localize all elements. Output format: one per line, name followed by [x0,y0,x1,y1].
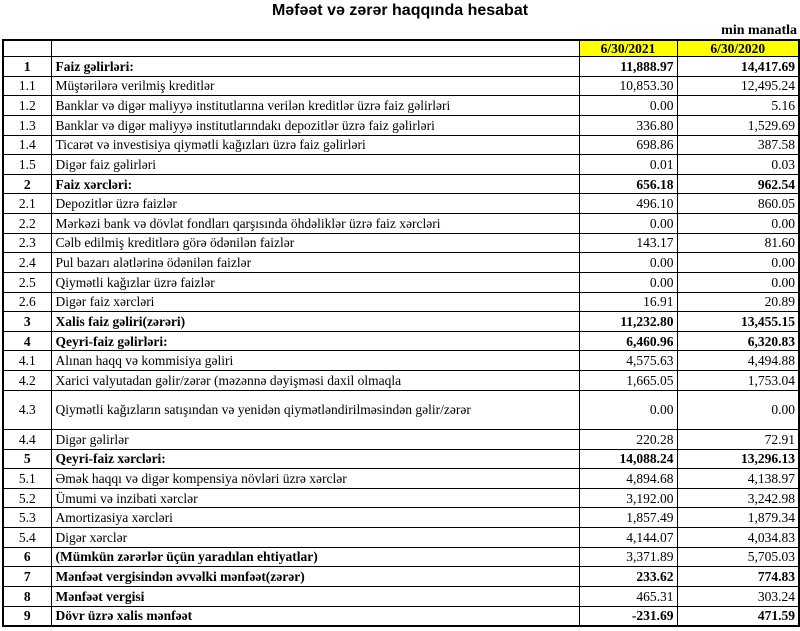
row-number-cell: 3 [3,312,51,332]
row-value-2020-cell: 303.24 [677,586,799,606]
row-label-cell: Qiymətli kağızların satışından və yenidən qiymətləndirilməsindən gəlir/zərər [51,390,579,429]
row-label-cell: Ümumi və inzibati xərclər [51,488,579,508]
row-value-2020-cell: 81.60 [677,233,799,253]
row-value-2021-cell: 4,144.07 [579,528,677,548]
row-label-cell: Cəlb edilmiş kreditlərə görə ödənilən faizlər [51,233,579,253]
row-label-cell: Pul bazarı alətlərinə ödənilən faizlər [51,253,579,273]
row-value-2020-cell: 14,417.69 [677,57,799,77]
row-number-cell: 1.4 [3,135,51,155]
row-value-2020-cell: 774.83 [677,567,799,587]
row-value-2020-cell: 0.00 [677,272,799,292]
row-value-2020-cell: 0.00 [677,214,799,234]
table-row [3,174,799,194]
row-value-2020-cell: 471.59 [677,606,799,626]
unit-note: min manatla [721,23,797,38]
table-row [3,155,799,175]
row-number-cell: 2 [3,174,51,194]
row-value-2021-cell: 4,894.68 [579,469,677,489]
row-label-cell: Digər gəlirlər [51,429,579,449]
table-row [3,233,799,253]
row-label-cell: Alınan haqq və kommisiya gəliri [51,351,579,371]
row-number-cell: 5.4 [3,528,51,548]
table-row [3,567,799,587]
row-label-cell: Digər faiz gəlirləri [51,155,579,175]
row-label-cell: Əmək haqqı və digər kompensiya növləri üzrə xərclər [51,469,579,489]
row-value-2020-cell: 1,529.69 [677,115,799,135]
table-row [3,351,799,371]
row-number-cell: 2.2 [3,214,51,234]
row-number-cell: 2.3 [3,233,51,253]
row-value-2020-cell: 387.58 [677,135,799,155]
row-value-2021-cell: 1,857.49 [579,508,677,528]
header-corner-cell [3,40,51,57]
table-row [3,429,799,449]
table-row [3,96,799,116]
row-value-2021-cell: 0.00 [579,272,677,292]
row-label-cell: Faiz gəlirləri: [51,57,579,77]
row-value-2020-cell: 6,320.83 [677,331,799,351]
header-period-2020: 6/30/2020 [677,40,799,57]
row-label-cell: Banklar və digər maliyyə institutlarına verilən kreditlər üzrə faiz gəlirləri [51,96,579,116]
row-value-2021-cell: 3,371.89 [579,547,677,567]
row-value-2021-cell: 656.18 [579,174,677,194]
row-value-2020-cell: 3,242.98 [677,488,799,508]
row-number-cell: 1 [3,57,51,77]
table-row [3,312,799,332]
row-value-2020-cell: 0.00 [677,390,799,429]
row-value-2021-cell: 336.80 [579,115,677,135]
row-value-2020-cell: 0.00 [677,253,799,273]
row-value-2021-cell: 11,888.97 [579,57,677,77]
row-number-cell: 5.1 [3,469,51,489]
table-row [3,194,799,214]
row-label-cell: Faiz xərcləri: [51,174,579,194]
table-row [3,371,799,391]
row-number-cell: 9 [3,606,51,626]
row-value-2021-cell: 0.01 [579,155,677,175]
row-value-2021-cell: -231.69 [579,606,677,626]
row-label-cell: Müştərilərə verilmiş kreditlər [51,76,579,96]
table-row [3,606,799,626]
row-value-2021-cell: 0.00 [579,214,677,234]
row-number-cell: 4.1 [3,351,51,371]
table-row [3,292,799,312]
table-row [3,253,799,273]
row-value-2020-cell: 4,034.83 [677,528,799,548]
income-statement-table [2,39,800,627]
table-row [3,528,799,548]
table-row [3,214,799,234]
row-value-2021-cell: 465.31 [579,586,677,606]
row-label-cell: Digər xərclər [51,528,579,548]
row-value-2021-cell: 0.00 [579,253,677,273]
row-number-cell: 5.2 [3,488,51,508]
header-period-2021: 6/30/2021 [579,40,677,57]
row-label-cell: Dövr üzrə xalis mənfəət [51,606,579,626]
row-value-2021-cell: 496.10 [579,194,677,214]
table-row [3,508,799,528]
table-row [3,390,799,429]
row-value-2020-cell: 20.89 [677,292,799,312]
table-row [3,469,799,489]
row-value-2021-cell: 1,665.05 [579,371,677,391]
row-label-cell: Mənfəət vergisindən əvvəlki mənfəət(zərər) [51,567,579,587]
table-row [3,57,799,77]
table-row [3,547,799,567]
row-value-2020-cell: 13,455.15 [677,312,799,332]
row-label-cell: Mərkəzi bank və dövlət fondları qarşısında öhdəliklər üzrə faiz xərcləri [51,214,579,234]
row-number-cell: 1.3 [3,115,51,135]
row-value-2020-cell: 13,296.13 [677,449,799,469]
row-label-cell: Qeyri-faiz xərcləri: [51,449,579,469]
row-label-cell: Xarici valyutadan gəlir/zərər (məzənnə dəyişməsi daxil olmaqla [51,371,579,391]
row-value-2021-cell: 220.28 [579,429,677,449]
row-number-cell: 2.4 [3,253,51,273]
row-number-cell: 7 [3,567,51,587]
row-value-2021-cell: 16.91 [579,292,677,312]
row-label-cell: Mənfəət vergisi [51,586,579,606]
row-number-cell: 4.4 [3,429,51,449]
row-number-cell: 1.2 [3,96,51,116]
row-value-2021-cell: 10,853.30 [579,76,677,96]
row-value-2020-cell: 72.91 [677,429,799,449]
row-value-2021-cell: 0.00 [579,96,677,116]
row-label-cell: Amortizasiya xərcləri [51,508,579,528]
row-label-cell: Qeyri-faiz gəlirləri: [51,331,579,351]
row-value-2021-cell: 143.17 [579,233,677,253]
row-value-2021-cell: 3,192.00 [579,488,677,508]
row-value-2020-cell: 5.16 [677,96,799,116]
row-value-2021-cell: 233.62 [579,567,677,587]
row-value-2021-cell: 11,232.80 [579,312,677,332]
row-number-cell: 2.5 [3,272,51,292]
row-value-2020-cell: 4,494.88 [677,351,799,371]
row-number-cell: 5 [3,449,51,469]
page-title: Məfəət və zərər haqqında hesabat [271,2,529,19]
row-value-2020-cell: 860.05 [677,194,799,214]
row-number-cell: 5.3 [3,508,51,528]
table-row [3,586,799,606]
table-row [3,272,799,292]
row-value-2021-cell: 4,575.63 [579,351,677,371]
row-value-2021-cell: 0.00 [579,390,677,429]
row-number-cell: 4 [3,331,51,351]
row-number-cell: 4.2 [3,371,51,391]
table-body [3,57,799,627]
row-number-cell: 2.1 [3,194,51,214]
table-row [3,488,799,508]
row-label-cell: Ticarət və investisiya qiymətli kağızları üzrə faiz gəlirləri [51,135,579,155]
row-label-cell: Depozitlər üzrə faizlər [51,194,579,214]
table-row [3,76,799,96]
row-label-cell: Banklar və digər maliyyə institutlarındakı depozitlər üzrə faiz gəlirləri [51,115,579,135]
header-label-cell [51,40,579,57]
table-row [3,115,799,135]
row-value-2020-cell: 1,753.04 [677,371,799,391]
row-value-2020-cell: 1,879.34 [677,508,799,528]
row-value-2020-cell: 12,495.24 [677,76,799,96]
row-label-cell: Digər faiz xərcləri [51,292,579,312]
row-number-cell: 2.6 [3,292,51,312]
row-label-cell: Qiymətli kağızlar üzrə faizlər [51,272,579,292]
table-row [3,135,799,155]
row-value-2021-cell: 698.86 [579,135,677,155]
row-value-2020-cell: 962.54 [677,174,799,194]
row-number-cell: 4.3 [3,390,51,429]
row-label-cell: (Mümkün zərərlər üçün yaradılan ehtiyatlar) [51,547,579,567]
row-label-cell: Xalis faiz gəliri(zərəri) [51,312,579,332]
row-value-2020-cell: 4,138.97 [677,469,799,489]
table-row [3,331,799,351]
row-number-cell: 1.1 [3,76,51,96]
table-header-row [3,40,799,57]
row-value-2021-cell: 14,088.24 [579,449,677,469]
row-number-cell: 1.5 [3,155,51,175]
row-value-2021-cell: 6,460.96 [579,331,677,351]
row-value-2020-cell: 5,705.03 [677,547,799,567]
row-number-cell: 8 [3,586,51,606]
table-row [3,449,799,469]
row-value-2020-cell: 0.03 [677,155,799,175]
row-number-cell: 6 [3,547,51,567]
